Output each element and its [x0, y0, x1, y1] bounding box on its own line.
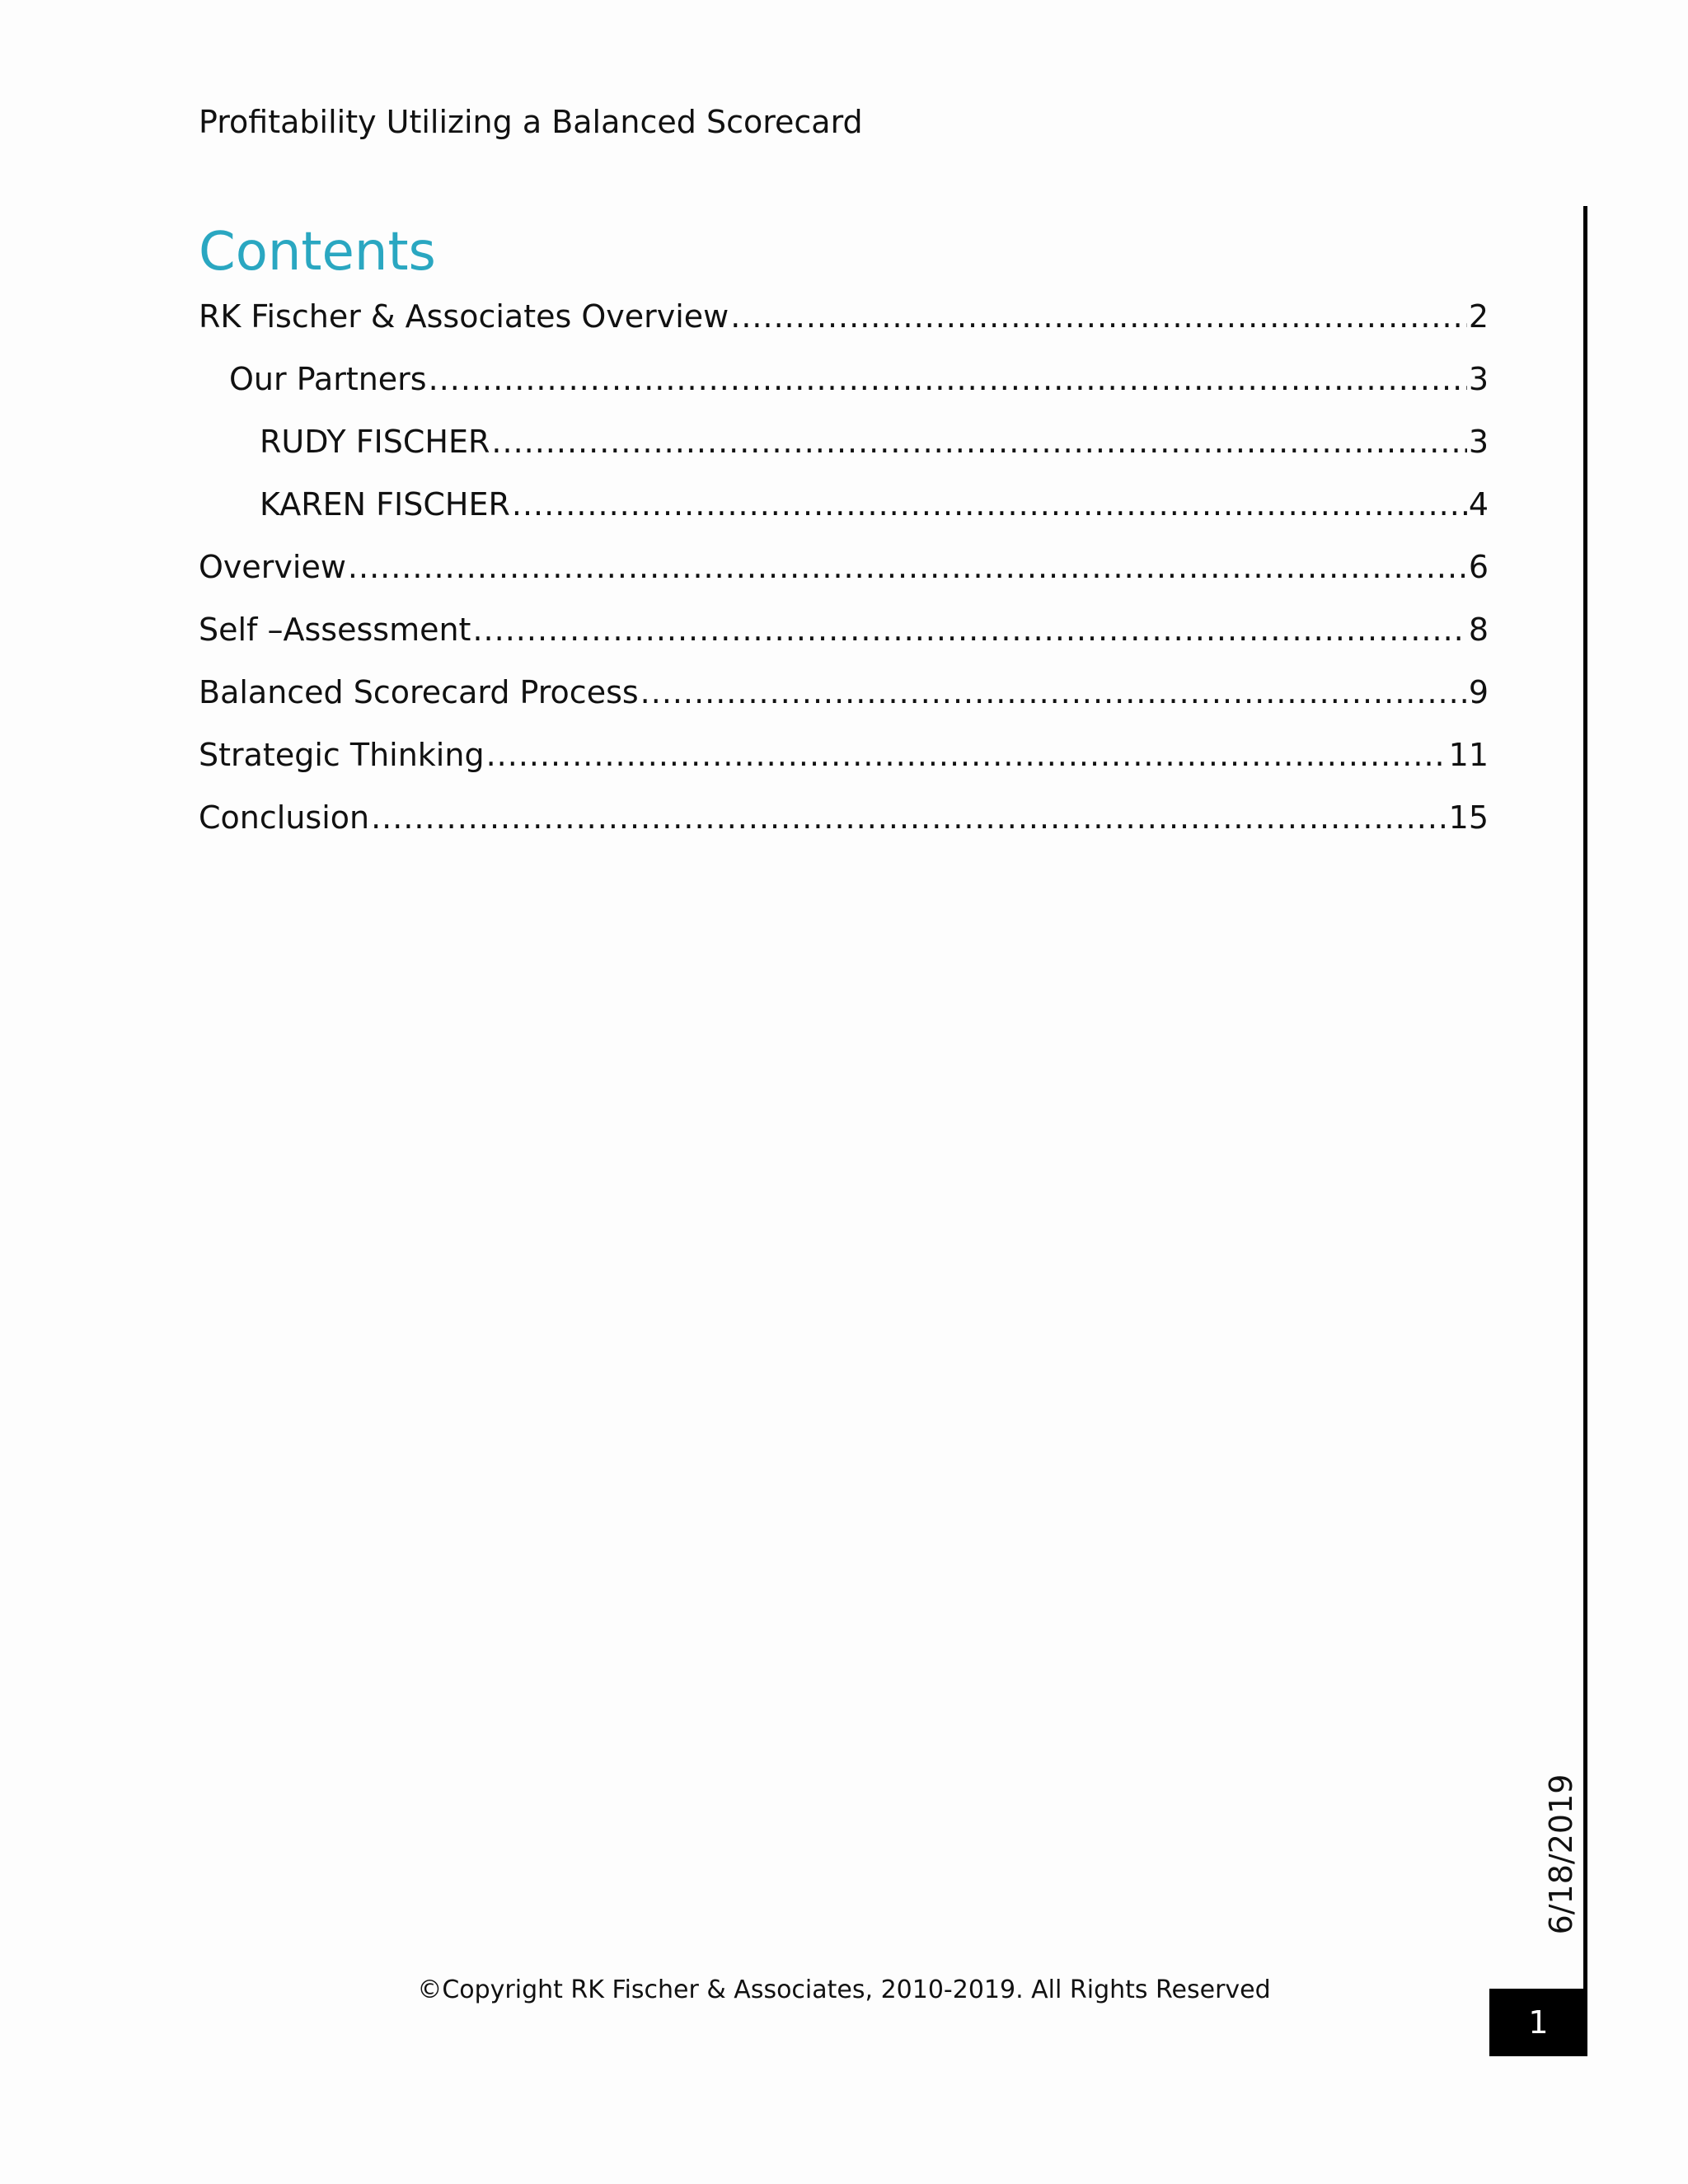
toc-entry[interactable] — [199, 793, 1489, 855]
toc-entry[interactable] — [199, 417, 1489, 480]
toc-entry-page: 9 — [1468, 674, 1489, 710]
toc-entry[interactable] — [199, 292, 1489, 354]
table-of-contents — [199, 292, 1489, 855]
toc-entry-page: 3 — [1468, 361, 1489, 397]
toc-entry[interactable] — [199, 542, 1489, 605]
toc-dot-leader — [640, 668, 1467, 717]
toc-entry-page: 8 — [1468, 612, 1489, 648]
toc-entry-page: 2 — [1468, 298, 1489, 335]
toc-dot-leader — [491, 417, 1466, 466]
toc-dot-leader — [348, 542, 1467, 592]
toc-entry-label: Our Partners — [229, 361, 427, 397]
toc-entry[interactable] — [199, 668, 1489, 730]
toc-entry-page: 3 — [1468, 424, 1489, 460]
toc-entry[interactable] — [199, 480, 1489, 542]
toc-dot-leader — [730, 292, 1467, 341]
toc-entry-label: Balanced Scorecard Process — [199, 674, 639, 710]
toc-entry-label: RK Fischer & Associates Overview — [199, 298, 729, 335]
toc-heading: Contents — [199, 222, 436, 283]
toc-entry-page: 6 — [1468, 549, 1489, 585]
sidebar-date: 6/18/2019 — [1543, 1774, 1579, 1935]
toc-entry[interactable] — [199, 354, 1489, 417]
page-number: 1 — [1528, 2004, 1549, 2041]
toc-dot-leader — [486, 730, 1447, 780]
toc-dot-leader — [512, 480, 1467, 529]
toc-dot-leader — [371, 793, 1447, 842]
toc-entry-label: KAREN FISCHER — [260, 486, 510, 523]
toc-entry-page: 4 — [1468, 486, 1489, 523]
toc-entry[interactable] — [199, 605, 1489, 668]
toc-entry-page: 11 — [1448, 737, 1489, 773]
toc-entry-label: Self –Assessment — [199, 612, 471, 648]
sidebar-vertical-rule — [1583, 206, 1587, 2056]
toc-entry[interactable] — [199, 730, 1489, 793]
toc-entry-label: Conclusion — [199, 799, 370, 836]
toc-dot-leader — [472, 605, 1466, 654]
toc-entry-label: RUDY FISCHER — [260, 424, 490, 460]
copyright-footer: ©Copyright RK Fischer & Associates, 2010-2019. All Rights Reserved — [417, 1975, 1271, 2004]
toc-entry-label: Strategic Thinking — [199, 737, 485, 773]
toc-entry-page: 15 — [1448, 799, 1489, 836]
toc-entry-label: Overview — [199, 549, 346, 585]
toc-dot-leader — [429, 354, 1467, 404]
document-header-title: Profitability Utilizing a Balanced Scorecard — [199, 104, 863, 140]
